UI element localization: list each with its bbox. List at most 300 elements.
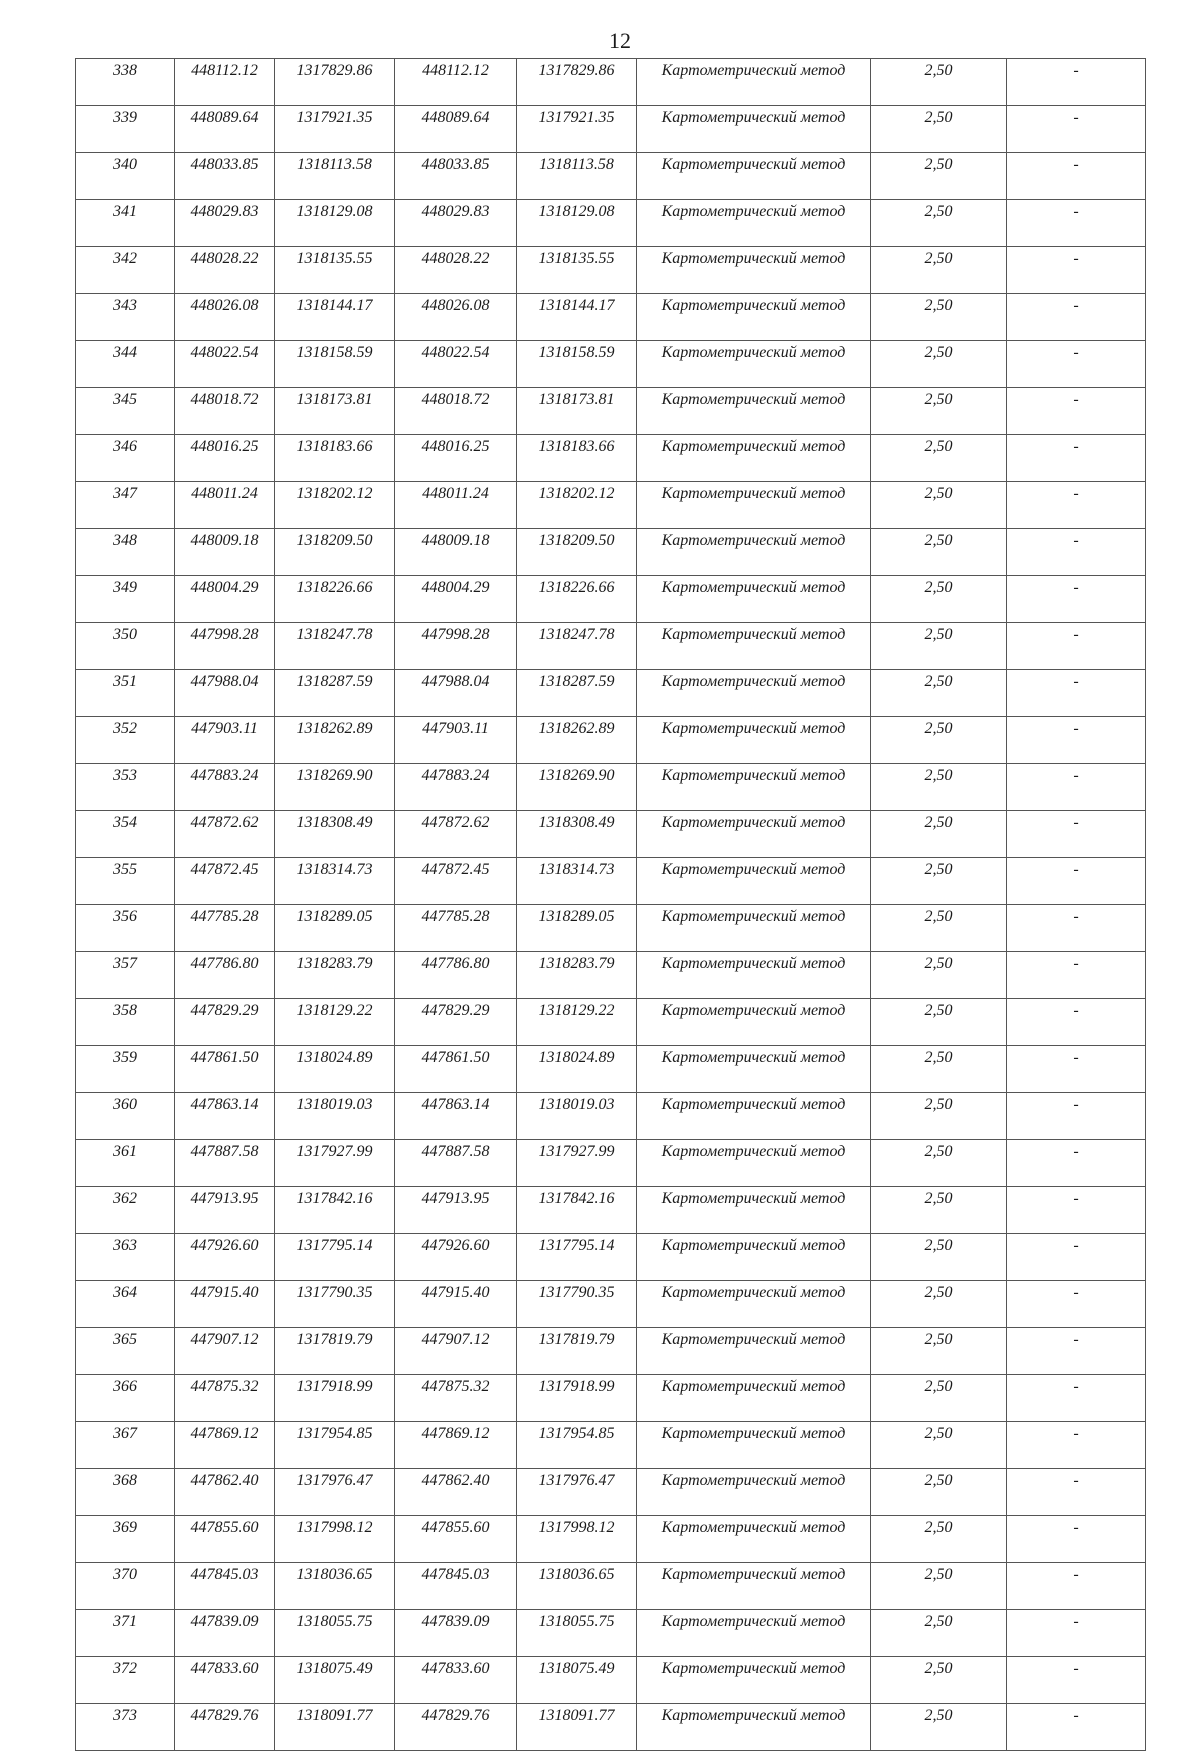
x-existing-cell: 447845.03 xyxy=(175,1563,275,1610)
x-existing-cell: 448018.72 xyxy=(175,388,275,435)
table-row xyxy=(76,153,1146,200)
method-cell: Картометрический метод xyxy=(637,1328,871,1375)
table-row xyxy=(76,1234,1146,1281)
x-existing-cell: 448112.12 xyxy=(175,59,275,106)
method-cell: Картометрический метод xyxy=(637,1657,871,1704)
y-existing-cell: 1318269.90 xyxy=(275,764,395,811)
x-new-cell: 448004.29 xyxy=(395,576,517,623)
y-existing-cell: 1318247.78 xyxy=(275,623,395,670)
y-existing-cell: 1317829.86 xyxy=(275,59,395,106)
point-number-cell: 357 xyxy=(76,952,175,999)
x-new-cell: 448028.22 xyxy=(395,247,517,294)
method-cell: Картометрический метод xyxy=(637,1234,871,1281)
point-number-cell: 365 xyxy=(76,1328,175,1375)
y-existing-cell: 1318019.03 xyxy=(275,1093,395,1140)
table-row xyxy=(76,1046,1146,1093)
x-new-cell: 447863.14 xyxy=(395,1093,517,1140)
table-row xyxy=(76,905,1146,952)
description-cell: - xyxy=(1007,247,1146,294)
y-existing-cell: 1318314.73 xyxy=(275,858,395,905)
y-new-cell: 1318202.12 xyxy=(517,482,637,529)
x-existing-cell: 447887.58 xyxy=(175,1140,275,1187)
method-cell: Картометрический метод xyxy=(637,200,871,247)
table-row xyxy=(76,1704,1146,1751)
accuracy-cell: 2,50 xyxy=(871,999,1007,1046)
x-new-cell: 447887.58 xyxy=(395,1140,517,1187)
y-existing-cell: 1317790.35 xyxy=(275,1281,395,1328)
method-cell: Картометрический метод xyxy=(637,1046,871,1093)
accuracy-cell: 2,50 xyxy=(871,1563,1007,1610)
accuracy-cell: 2,50 xyxy=(871,153,1007,200)
description-cell: - xyxy=(1007,623,1146,670)
method-cell: Картометрический метод xyxy=(637,341,871,388)
description-cell: - xyxy=(1007,435,1146,482)
y-existing-cell: 1318173.81 xyxy=(275,388,395,435)
y-existing-cell: 1317795.14 xyxy=(275,1234,395,1281)
accuracy-cell: 2,50 xyxy=(871,952,1007,999)
x-existing-cell: 447872.62 xyxy=(175,811,275,858)
x-new-cell: 447926.60 xyxy=(395,1234,517,1281)
description-cell: - xyxy=(1007,106,1146,153)
description-cell: - xyxy=(1007,59,1146,106)
method-cell: Картометрический метод xyxy=(637,1516,871,1563)
y-existing-cell: 1317998.12 xyxy=(275,1516,395,1563)
point-number-cell: 341 xyxy=(76,200,175,247)
x-existing-cell: 447883.24 xyxy=(175,764,275,811)
x-existing-cell: 448033.85 xyxy=(175,153,275,200)
point-number-cell: 362 xyxy=(76,1187,175,1234)
x-new-cell: 448009.18 xyxy=(395,529,517,576)
table-row xyxy=(76,717,1146,764)
method-cell: Картометрический метод xyxy=(637,717,871,764)
description-cell: - xyxy=(1007,999,1146,1046)
accuracy-cell: 2,50 xyxy=(871,529,1007,576)
method-cell: Картометрический метод xyxy=(637,1704,871,1751)
table-row xyxy=(76,1610,1146,1657)
x-new-cell: 447988.04 xyxy=(395,670,517,717)
x-new-cell: 448022.54 xyxy=(395,341,517,388)
accuracy-cell: 2,50 xyxy=(871,482,1007,529)
x-existing-cell: 447998.28 xyxy=(175,623,275,670)
description-cell: - xyxy=(1007,717,1146,764)
y-new-cell: 1318226.66 xyxy=(517,576,637,623)
table-row xyxy=(76,1422,1146,1469)
point-number-cell: 338 xyxy=(76,59,175,106)
y-new-cell: 1318314.73 xyxy=(517,858,637,905)
method-cell: Картометрический метод xyxy=(637,529,871,576)
point-number-cell: 360 xyxy=(76,1093,175,1140)
accuracy-cell: 2,50 xyxy=(871,811,1007,858)
y-new-cell: 1318247.78 xyxy=(517,623,637,670)
accuracy-cell: 2,50 xyxy=(871,764,1007,811)
accuracy-cell: 2,50 xyxy=(871,670,1007,717)
x-new-cell: 448029.83 xyxy=(395,200,517,247)
table-row xyxy=(76,341,1146,388)
y-existing-cell: 1317918.99 xyxy=(275,1375,395,1422)
y-new-cell: 1318113.58 xyxy=(517,153,637,200)
description-cell: - xyxy=(1007,1234,1146,1281)
accuracy-cell: 2,50 xyxy=(871,1046,1007,1093)
x-new-cell: 448016.25 xyxy=(395,435,517,482)
y-existing-cell: 1318129.08 xyxy=(275,200,395,247)
x-existing-cell: 447915.40 xyxy=(175,1281,275,1328)
point-number-cell: 343 xyxy=(76,294,175,341)
point-number-cell: 358 xyxy=(76,999,175,1046)
y-new-cell: 1317998.12 xyxy=(517,1516,637,1563)
x-existing-cell: 447926.60 xyxy=(175,1234,275,1281)
method-cell: Картометрический метод xyxy=(637,1140,871,1187)
accuracy-cell: 2,50 xyxy=(871,1704,1007,1751)
y-existing-cell: 1317819.79 xyxy=(275,1328,395,1375)
method-cell: Картометрический метод xyxy=(637,59,871,106)
description-cell: - xyxy=(1007,905,1146,952)
table-row xyxy=(76,1516,1146,1563)
y-new-cell: 1318135.55 xyxy=(517,247,637,294)
x-existing-cell: 448009.18 xyxy=(175,529,275,576)
accuracy-cell: 2,50 xyxy=(871,1469,1007,1516)
y-new-cell: 1317790.35 xyxy=(517,1281,637,1328)
table-row xyxy=(76,1140,1146,1187)
x-new-cell: 447872.62 xyxy=(395,811,517,858)
y-new-cell: 1318129.08 xyxy=(517,200,637,247)
point-number-cell: 342 xyxy=(76,247,175,294)
point-number-cell: 349 xyxy=(76,576,175,623)
y-new-cell: 1318036.65 xyxy=(517,1563,637,1610)
y-new-cell: 1318269.90 xyxy=(517,764,637,811)
x-new-cell: 448011.24 xyxy=(395,482,517,529)
accuracy-cell: 2,50 xyxy=(871,1140,1007,1187)
y-new-cell: 1318308.49 xyxy=(517,811,637,858)
method-cell: Картометрический метод xyxy=(637,294,871,341)
description-cell: - xyxy=(1007,294,1146,341)
method-cell: Картометрический метод xyxy=(637,1093,871,1140)
method-cell: Картометрический метод xyxy=(637,858,871,905)
x-existing-cell: 447855.60 xyxy=(175,1516,275,1563)
accuracy-cell: 2,50 xyxy=(871,1281,1007,1328)
description-cell: - xyxy=(1007,529,1146,576)
x-existing-cell: 447833.60 xyxy=(175,1657,275,1704)
table-row xyxy=(76,1281,1146,1328)
accuracy-cell: 2,50 xyxy=(871,1422,1007,1469)
y-existing-cell: 1318209.50 xyxy=(275,529,395,576)
x-new-cell: 448018.72 xyxy=(395,388,517,435)
y-existing-cell: 1318283.79 xyxy=(275,952,395,999)
x-existing-cell: 447839.09 xyxy=(175,1610,275,1657)
point-number-cell: 367 xyxy=(76,1422,175,1469)
y-existing-cell: 1317927.99 xyxy=(275,1140,395,1187)
x-new-cell: 448026.08 xyxy=(395,294,517,341)
y-new-cell: 1318019.03 xyxy=(517,1093,637,1140)
description-cell: - xyxy=(1007,1093,1146,1140)
x-new-cell: 447829.76 xyxy=(395,1704,517,1751)
description-cell: - xyxy=(1007,388,1146,435)
table-row xyxy=(76,294,1146,341)
y-existing-cell: 1318055.75 xyxy=(275,1610,395,1657)
y-new-cell: 1318129.22 xyxy=(517,999,637,1046)
y-existing-cell: 1317842.16 xyxy=(275,1187,395,1234)
y-new-cell: 1318091.77 xyxy=(517,1704,637,1751)
y-existing-cell: 1318287.59 xyxy=(275,670,395,717)
x-existing-cell: 447861.50 xyxy=(175,1046,275,1093)
accuracy-cell: 2,50 xyxy=(871,623,1007,670)
point-number-cell: 373 xyxy=(76,1704,175,1751)
x-new-cell: 447913.95 xyxy=(395,1187,517,1234)
y-new-cell: 1317921.35 xyxy=(517,106,637,153)
table-row xyxy=(76,1563,1146,1610)
description-cell: - xyxy=(1007,670,1146,717)
x-new-cell: 447875.32 xyxy=(395,1375,517,1422)
description-cell: - xyxy=(1007,811,1146,858)
x-existing-cell: 447786.80 xyxy=(175,952,275,999)
x-existing-cell: 447903.11 xyxy=(175,717,275,764)
y-existing-cell: 1317921.35 xyxy=(275,106,395,153)
accuracy-cell: 2,50 xyxy=(871,341,1007,388)
x-existing-cell: 448022.54 xyxy=(175,341,275,388)
table-row xyxy=(76,764,1146,811)
y-existing-cell: 1318183.66 xyxy=(275,435,395,482)
x-new-cell: 447845.03 xyxy=(395,1563,517,1610)
table-row xyxy=(76,576,1146,623)
y-existing-cell: 1318202.12 xyxy=(275,482,395,529)
x-new-cell: 447907.12 xyxy=(395,1328,517,1375)
y-new-cell: 1318024.89 xyxy=(517,1046,637,1093)
y-new-cell: 1318173.81 xyxy=(517,388,637,435)
accuracy-cell: 2,50 xyxy=(871,1375,1007,1422)
x-new-cell: 447903.11 xyxy=(395,717,517,764)
table-row xyxy=(76,1657,1146,1704)
point-number-cell: 347 xyxy=(76,482,175,529)
table-row xyxy=(76,482,1146,529)
accuracy-cell: 2,50 xyxy=(871,576,1007,623)
description-cell: - xyxy=(1007,1422,1146,1469)
table-row xyxy=(76,1469,1146,1516)
table-row xyxy=(76,1328,1146,1375)
accuracy-cell: 2,50 xyxy=(871,1328,1007,1375)
description-cell: - xyxy=(1007,1281,1146,1328)
method-cell: Картометрический метод xyxy=(637,482,871,529)
description-cell: - xyxy=(1007,1375,1146,1422)
method-cell: Картометрический метод xyxy=(637,106,871,153)
method-cell: Картометрический метод xyxy=(637,905,871,952)
point-number-cell: 339 xyxy=(76,106,175,153)
accuracy-cell: 2,50 xyxy=(871,1516,1007,1563)
y-existing-cell: 1318036.65 xyxy=(275,1563,395,1610)
description-cell: - xyxy=(1007,764,1146,811)
method-cell: Картометрический метод xyxy=(637,1422,871,1469)
accuracy-cell: 2,50 xyxy=(871,905,1007,952)
x-new-cell: 447861.50 xyxy=(395,1046,517,1093)
point-number-cell: 363 xyxy=(76,1234,175,1281)
accuracy-cell: 2,50 xyxy=(871,1187,1007,1234)
y-new-cell: 1318158.59 xyxy=(517,341,637,388)
description-cell: - xyxy=(1007,153,1146,200)
y-existing-cell: 1318158.59 xyxy=(275,341,395,388)
description-cell: - xyxy=(1007,341,1146,388)
y-new-cell: 1317918.99 xyxy=(517,1375,637,1422)
x-existing-cell: 447829.29 xyxy=(175,999,275,1046)
point-number-cell: 344 xyxy=(76,341,175,388)
accuracy-cell: 2,50 xyxy=(871,200,1007,247)
point-number-cell: 368 xyxy=(76,1469,175,1516)
y-existing-cell: 1318091.77 xyxy=(275,1704,395,1751)
y-new-cell: 1317954.85 xyxy=(517,1422,637,1469)
point-number-cell: 346 xyxy=(76,435,175,482)
table-row xyxy=(76,1187,1146,1234)
y-new-cell: 1318289.05 xyxy=(517,905,637,952)
accuracy-cell: 2,50 xyxy=(871,858,1007,905)
y-new-cell: 1317927.99 xyxy=(517,1140,637,1187)
description-cell: - xyxy=(1007,858,1146,905)
y-existing-cell: 1317954.85 xyxy=(275,1422,395,1469)
description-cell: - xyxy=(1007,200,1146,247)
point-number-cell: 354 xyxy=(76,811,175,858)
y-existing-cell: 1318113.58 xyxy=(275,153,395,200)
x-existing-cell: 447988.04 xyxy=(175,670,275,717)
description-cell: - xyxy=(1007,482,1146,529)
accuracy-cell: 2,50 xyxy=(871,59,1007,106)
table-row xyxy=(76,858,1146,905)
point-number-cell: 352 xyxy=(76,717,175,764)
x-existing-cell: 447907.12 xyxy=(175,1328,275,1375)
point-number-cell: 359 xyxy=(76,1046,175,1093)
y-new-cell: 1317795.14 xyxy=(517,1234,637,1281)
x-new-cell: 448112.12 xyxy=(395,59,517,106)
y-new-cell: 1317829.86 xyxy=(517,59,637,106)
x-existing-cell: 447875.32 xyxy=(175,1375,275,1422)
y-existing-cell: 1318262.89 xyxy=(275,717,395,764)
method-cell: Картометрический метод xyxy=(637,153,871,200)
point-number-cell: 364 xyxy=(76,1281,175,1328)
y-existing-cell: 1318308.49 xyxy=(275,811,395,858)
table-row xyxy=(76,623,1146,670)
description-cell: - xyxy=(1007,1610,1146,1657)
x-new-cell: 448089.64 xyxy=(395,106,517,153)
x-new-cell: 447998.28 xyxy=(395,623,517,670)
x-existing-cell: 447872.45 xyxy=(175,858,275,905)
point-number-cell: 350 xyxy=(76,623,175,670)
y-existing-cell: 1318226.66 xyxy=(275,576,395,623)
y-new-cell: 1318183.66 xyxy=(517,435,637,482)
accuracy-cell: 2,50 xyxy=(871,388,1007,435)
method-cell: Картометрический метод xyxy=(637,247,871,294)
point-number-cell: 351 xyxy=(76,670,175,717)
method-cell: Картометрический метод xyxy=(637,764,871,811)
table-row xyxy=(76,999,1146,1046)
y-existing-cell: 1318024.89 xyxy=(275,1046,395,1093)
method-cell: Картометрический метод xyxy=(637,1375,871,1422)
accuracy-cell: 2,50 xyxy=(871,435,1007,482)
description-cell: - xyxy=(1007,1469,1146,1516)
description-cell: - xyxy=(1007,952,1146,999)
table-row xyxy=(76,388,1146,435)
point-number-cell: 372 xyxy=(76,1657,175,1704)
description-cell: - xyxy=(1007,1140,1146,1187)
method-cell: Картометрический метод xyxy=(637,1469,871,1516)
y-existing-cell: 1318129.22 xyxy=(275,999,395,1046)
description-cell: - xyxy=(1007,1328,1146,1375)
coordinates-table-body xyxy=(76,59,1146,1751)
x-existing-cell: 448016.25 xyxy=(175,435,275,482)
accuracy-cell: 2,50 xyxy=(871,1610,1007,1657)
x-existing-cell: 447785.28 xyxy=(175,905,275,952)
x-new-cell: 447839.09 xyxy=(395,1610,517,1657)
x-existing-cell: 447869.12 xyxy=(175,1422,275,1469)
y-new-cell: 1317819.79 xyxy=(517,1328,637,1375)
accuracy-cell: 2,50 xyxy=(871,717,1007,764)
description-cell: - xyxy=(1007,1657,1146,1704)
y-new-cell: 1318144.17 xyxy=(517,294,637,341)
method-cell: Картометрический метод xyxy=(637,1281,871,1328)
point-number-cell: 355 xyxy=(76,858,175,905)
x-existing-cell: 448004.29 xyxy=(175,576,275,623)
table-row xyxy=(76,1093,1146,1140)
y-existing-cell: 1318144.17 xyxy=(275,294,395,341)
point-number-cell: 361 xyxy=(76,1140,175,1187)
accuracy-cell: 2,50 xyxy=(871,247,1007,294)
page-number: 12 xyxy=(609,28,631,53)
method-cell: Картометрический метод xyxy=(637,811,871,858)
x-existing-cell: 448011.24 xyxy=(175,482,275,529)
point-number-cell: 348 xyxy=(76,529,175,576)
method-cell: Картометрический метод xyxy=(637,1563,871,1610)
table-row xyxy=(76,200,1146,247)
x-new-cell: 447915.40 xyxy=(395,1281,517,1328)
table-row xyxy=(76,529,1146,576)
point-number-cell: 370 xyxy=(76,1563,175,1610)
table-row xyxy=(76,106,1146,153)
point-number-cell: 356 xyxy=(76,905,175,952)
point-number-cell: 345 xyxy=(76,388,175,435)
y-new-cell: 1318075.49 xyxy=(517,1657,637,1704)
x-new-cell: 447785.28 xyxy=(395,905,517,952)
x-existing-cell: 448029.83 xyxy=(175,200,275,247)
method-cell: Картометрический метод xyxy=(637,1610,871,1657)
table-row xyxy=(76,670,1146,717)
description-cell: - xyxy=(1007,1187,1146,1234)
table-row xyxy=(76,952,1146,999)
method-cell: Картометрический метод xyxy=(637,435,871,482)
y-existing-cell: 1317976.47 xyxy=(275,1469,395,1516)
x-new-cell: 447855.60 xyxy=(395,1516,517,1563)
description-cell: - xyxy=(1007,1704,1146,1751)
y-new-cell: 1318287.59 xyxy=(517,670,637,717)
accuracy-cell: 2,50 xyxy=(871,1234,1007,1281)
point-number-cell: 353 xyxy=(76,764,175,811)
method-cell: Картометрический метод xyxy=(637,1187,871,1234)
table-row xyxy=(76,811,1146,858)
y-new-cell: 1318283.79 xyxy=(517,952,637,999)
x-existing-cell: 448026.08 xyxy=(175,294,275,341)
accuracy-cell: 2,50 xyxy=(871,1093,1007,1140)
x-existing-cell: 448028.22 xyxy=(175,247,275,294)
method-cell: Картометрический метод xyxy=(637,670,871,717)
x-existing-cell: 447862.40 xyxy=(175,1469,275,1516)
accuracy-cell: 2,50 xyxy=(871,294,1007,341)
x-new-cell: 447862.40 xyxy=(395,1469,517,1516)
description-cell: - xyxy=(1007,1516,1146,1563)
description-cell: - xyxy=(1007,1046,1146,1093)
y-new-cell: 1318209.50 xyxy=(517,529,637,576)
description-cell: - xyxy=(1007,1563,1146,1610)
coordinates-table xyxy=(75,58,1146,1751)
x-new-cell: 447883.24 xyxy=(395,764,517,811)
method-cell: Картометрический метод xyxy=(637,999,871,1046)
table-row xyxy=(76,435,1146,482)
x-existing-cell: 447913.95 xyxy=(175,1187,275,1234)
y-existing-cell: 1318135.55 xyxy=(275,247,395,294)
x-new-cell: 447869.12 xyxy=(395,1422,517,1469)
x-existing-cell: 448089.64 xyxy=(175,106,275,153)
